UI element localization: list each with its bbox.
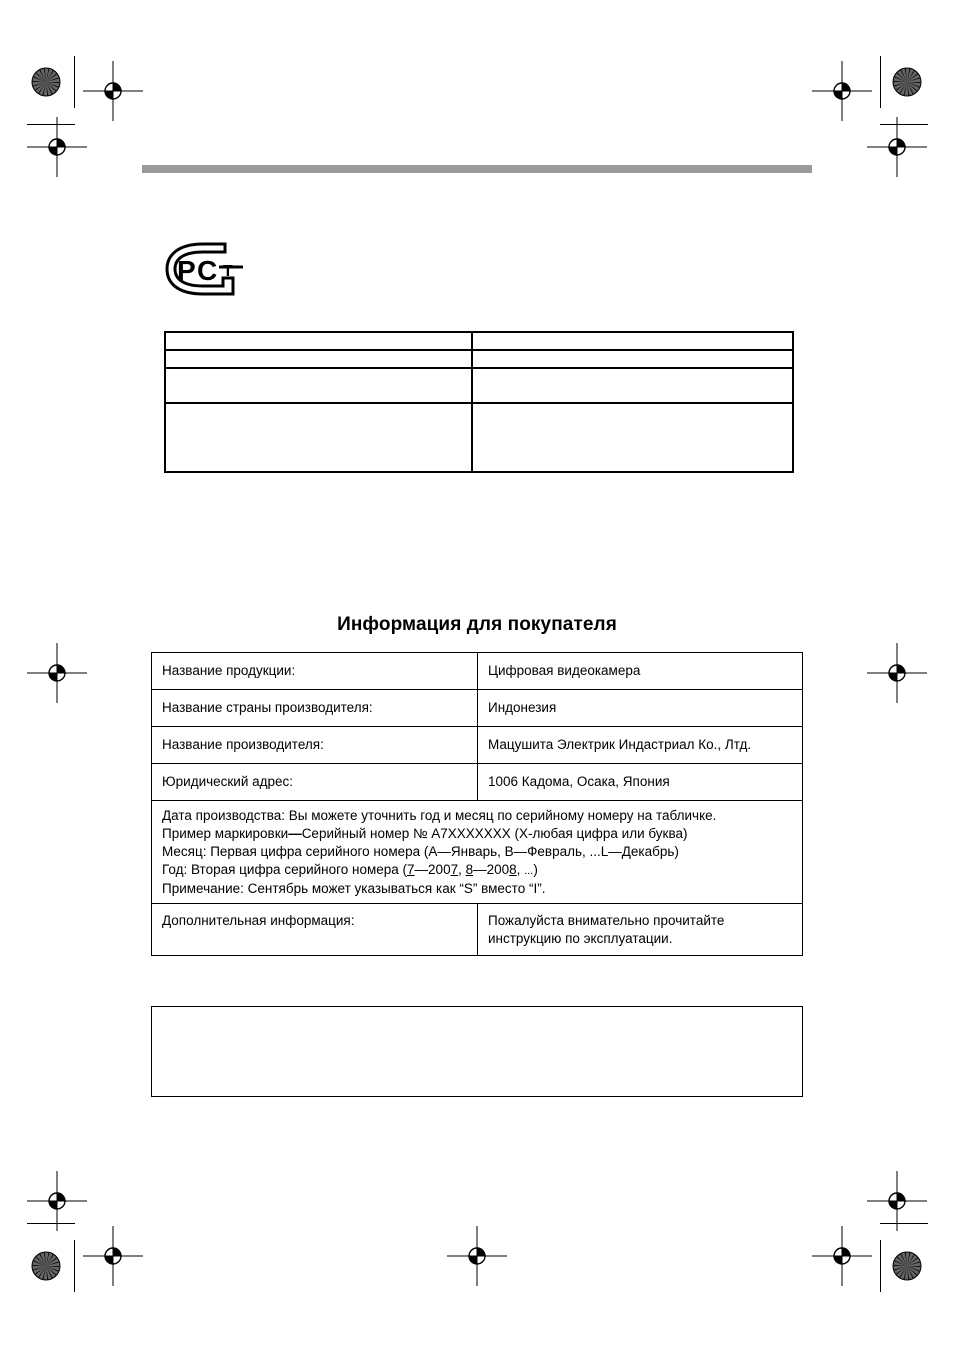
row-label: Дополнительная информация: <box>152 904 478 956</box>
table-cell <box>165 350 472 368</box>
row-value: Мацушита Электрик Индастриал Ко., Лтд. <box>478 727 803 764</box>
table-row <box>152 653 803 690</box>
date-line-3: Месяц: Первая цифра серийного номера (A—Январь, B—Февраль, ...L—Декабрь) <box>162 844 679 859</box>
extra-value-line: Пожалуйста внимательно прочитайте <box>488 913 725 928</box>
date-line-1: Дата производства: Вы можете уточнить год и месяц по серийному номеру на табличке. <box>162 808 717 823</box>
dash-separator: — <box>288 826 302 841</box>
registration-target-icon <box>27 117 87 177</box>
row-value: 1006 Кадома, Осака, Япония <box>478 764 803 801</box>
info-title: Информация для покупателя <box>337 614 617 635</box>
date-line-4 <box>162 861 792 880</box>
blank-notice-box <box>151 1006 803 1097</box>
registration-target-icon <box>867 1171 927 1231</box>
date-line-5: Примечание: Сентябрь может указываться как “S” вместо “I”. <box>162 881 546 896</box>
registration-target-icon <box>447 1226 507 1286</box>
registration-target-icon <box>83 1226 143 1286</box>
table-row <box>152 801 803 904</box>
row-label: Название продукции: <box>152 653 478 690</box>
blank-specification-table <box>164 331 794 473</box>
registration-target-icon <box>867 117 927 177</box>
crop-mark <box>880 1223 928 1224</box>
year-text: , <box>516 862 525 877</box>
crop-mark <box>880 124 928 125</box>
table-row <box>152 690 803 727</box>
table-row <box>152 764 803 801</box>
star-target-icon <box>31 67 61 97</box>
year-text: —200 <box>414 862 451 877</box>
buyer-info-table <box>151 652 803 956</box>
year-ellipsis: ... <box>524 865 534 877</box>
year-digit: 7 <box>407 862 415 877</box>
table-cell <box>472 403 793 472</box>
pct-certification-logo <box>163 240 245 298</box>
year-text: , <box>458 862 466 877</box>
registration-target-icon <box>27 643 87 703</box>
crop-mark <box>27 124 75 125</box>
row-label: Название производителя: <box>152 727 478 764</box>
table-cell <box>165 403 472 472</box>
year-digit: 8 <box>509 862 517 877</box>
date-line-2 <box>162 825 792 843</box>
crop-mark <box>74 56 75 108</box>
star-target-icon <box>892 1251 922 1281</box>
date-line-2-label: Пример маркировки <box>162 826 289 841</box>
row-value <box>478 904 803 956</box>
crop-mark <box>880 1240 881 1292</box>
year-text: Год: Вторая цифра серийного номера ( <box>162 862 408 877</box>
registration-target-icon <box>812 1226 872 1286</box>
table-cell <box>472 332 793 350</box>
year-text: ) <box>533 862 538 877</box>
table-cell <box>472 368 793 403</box>
production-date-cell <box>152 801 803 904</box>
row-value: Цифровая видеокамера <box>478 653 803 690</box>
star-target-icon <box>31 1251 61 1281</box>
table-cell <box>472 350 793 368</box>
year-text: —200 <box>473 862 510 877</box>
table-cell <box>165 368 472 403</box>
star-target-icon <box>892 67 922 97</box>
registration-target-icon <box>867 643 927 703</box>
date-line-2-text: Серийный номер № A7XXXXXXX (X-любая цифра или буква) <box>301 826 688 841</box>
row-label: Юридический адрес: <box>152 764 478 801</box>
year-digit: 8 <box>465 862 474 877</box>
crop-mark <box>74 1240 75 1292</box>
extra-value-line: инструкцию по эксплуатации. <box>488 931 673 946</box>
header-rule <box>142 165 812 173</box>
row-label: Название страны производителя: <box>152 690 478 727</box>
crop-mark <box>880 56 881 108</box>
table-cell <box>165 332 472 350</box>
registration-target-icon <box>812 61 872 121</box>
table-row <box>152 727 803 764</box>
svg-text:T: T <box>223 263 233 280</box>
registration-target-icon <box>27 1171 87 1231</box>
table-row <box>152 904 803 956</box>
row-value: Индонезия <box>478 690 803 727</box>
crop-mark <box>27 1223 75 1224</box>
svg-text:C: C <box>197 255 218 286</box>
year-digit: 7 <box>450 862 459 877</box>
svg-text:P: P <box>177 255 196 286</box>
registration-target-icon <box>83 61 143 121</box>
